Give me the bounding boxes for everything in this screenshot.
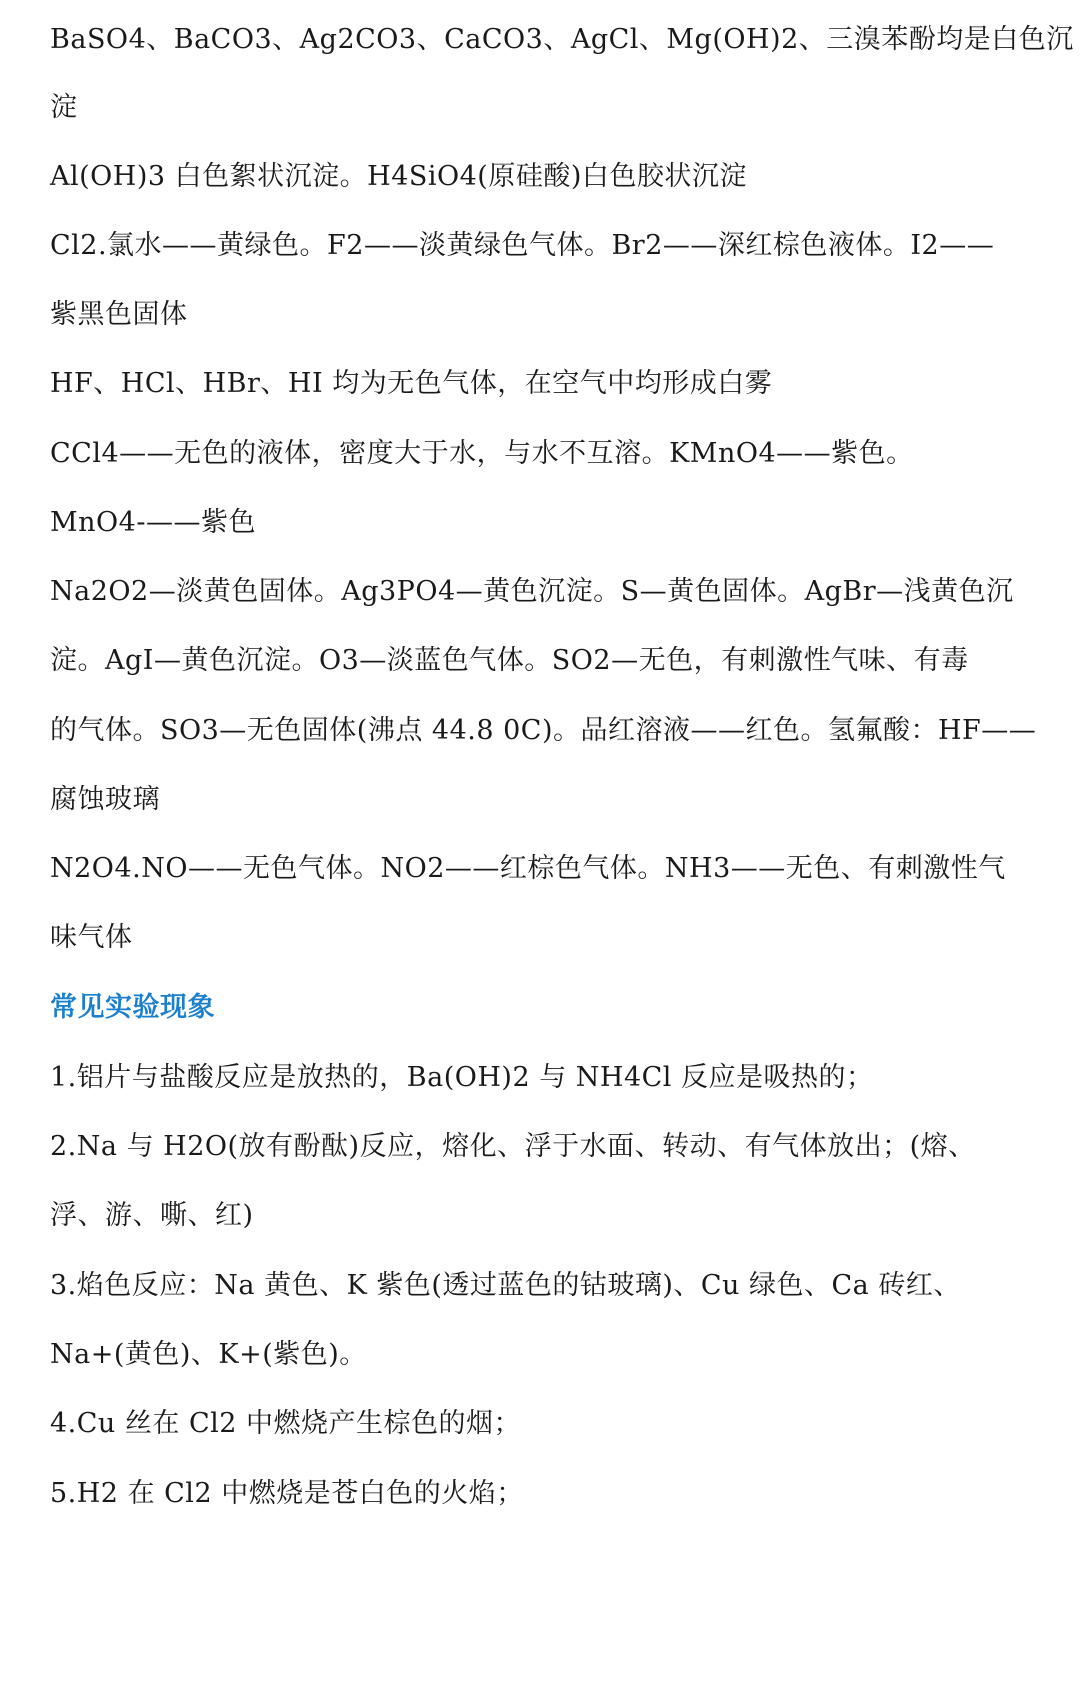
- text-line: BaSO4、BaCO3、Ag2CO3、CaCO3、AgCl、Mg(OH)2、三溴苯酚均是白色沉: [50, 24, 1074, 55]
- text-line: CCl4——无色的液体，密度大于水，与水不互溶。KMnO4——紫色。: [50, 438, 914, 469]
- list-item: Na+(黄色)、K+(紫色)。: [50, 1339, 367, 1370]
- text-line: 紫黑色固体: [50, 299, 188, 330]
- section-heading: 常见实验现象: [50, 992, 215, 1023]
- text-line: 淀。AgI—黄色沉淀。O3—淡蓝色气体。SO2—无色，有刺激性气味、有毒: [50, 645, 969, 676]
- text-line: 味气体: [50, 922, 133, 953]
- text-line: MnO4-——紫色: [50, 507, 256, 538]
- text-line: 腐蚀玻璃: [50, 784, 160, 815]
- text-line: Na2O2—淡黄色固体。Ag3PO4—黄色沉淀。S—黄色固体。AgBr—浅黄色沉: [50, 576, 1014, 607]
- list-item: 4.Cu 丝在 Cl2 中燃烧产生棕色的烟；: [50, 1408, 522, 1439]
- text-line: HF、HCl、HBr、HI 均为无色气体，在空气中均形成白雾: [50, 368, 773, 399]
- list-item: 5.H2 在 Cl2 中燃烧是苍白色的火焰；: [50, 1478, 524, 1509]
- text-line: Al(OH)3 白色絮状沉淀。H4SiO4(原硅酸)白色胶状沉淀: [50, 161, 747, 192]
- text-line: 淀: [50, 92, 78, 123]
- list-item: 浮、游、嘶、红): [50, 1200, 254, 1231]
- list-item: 3.焰色反应：Na 黄色、K 紫色(透过蓝色的钴玻璃)、Cu 绿色、Ca 砖红、: [50, 1270, 961, 1301]
- text-line: N2O4.NO——无色气体。NO2——红棕色气体。NH3——无色、有刺激性气: [50, 853, 1006, 884]
- list-item: 2.Na 与 H2O(放有酚酞)反应，熔化、浮于水面、转动、有气体放出；(熔、: [50, 1131, 976, 1162]
- list-item: 1.铝片与盐酸反应是放热的，Ba(OH)2 与 NH4Cl 反应是吸热的；: [50, 1062, 874, 1093]
- text-line: Cl2.氯水——黄绿色。F2——淡黄绿色气体。Br2——深红棕色液体。I2——: [50, 230, 995, 261]
- text-line: 的气体。SO3—无色固体(沸点 44.8 0C)。品红溶液——红色。氢氟酸：HF——: [50, 715, 1037, 746]
